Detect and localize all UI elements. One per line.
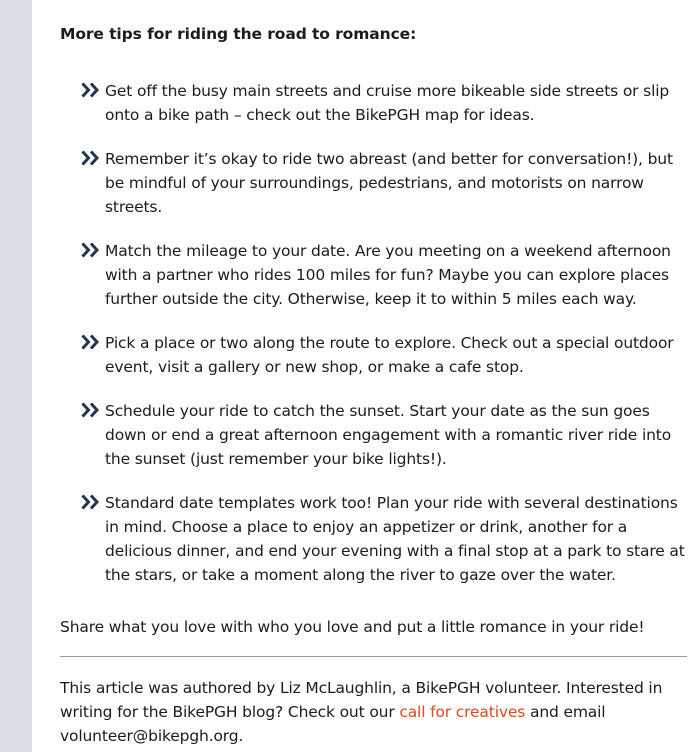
double-chevron-right-icon (81, 334, 101, 350)
double-chevron-right-icon (81, 494, 101, 510)
tips-list (60, 79, 690, 587)
list-item (60, 491, 690, 587)
double-chevron-right-icon (81, 82, 101, 98)
call-for-creatives-link[interactable]: call for creatives (399, 703, 526, 721)
tip-text: Match the mileage to your date. Are you meeting on a weekend afternoon with a partner who rides 100 miles for fun? Maybe you can explore places further outside the city. Otherwise, keep it to within 5 miles each way. (105, 242, 671, 308)
tip-text: Get off the busy main streets and cruise more bikeable side streets or slip onto a bike path – check out the BikePGH map for ideas. (105, 82, 670, 124)
tip-text: Pick a place or two along the route to explore. Check out a special outdoor event, visit a gallery or new shop, or make a cafe stop. (105, 334, 674, 376)
double-chevron-right-icon (81, 150, 101, 166)
article-body (60, 22, 690, 748)
tip-text: Schedule your ride to catch the sunset. Start your date as the sun goes down or end a great afternoon engagement with a romantic river ride into the sunset (just remember your bike lights!). (105, 402, 672, 468)
byline-text: This article was authored by Liz McLaughlin, a BikePGH volunteer. Interested in writing for the BikePGH blog? Check out our (60, 679, 663, 721)
double-chevron-right-icon (81, 402, 101, 418)
author-byline (60, 676, 690, 748)
list-item (60, 399, 690, 471)
divider (60, 656, 687, 657)
closing-paragraph: Share what you love with who you love and put a little romance in your ride! (60, 618, 645, 636)
byline-text-end: and email volunteer@bikepgh.org. (60, 703, 606, 745)
list-item (60, 239, 690, 311)
tip-text: Remember it’s okay to ride two abreast (and better for conversation!), but be mindful of your surroundings, pedestrians, and motorists on narrow streets. (105, 150, 673, 216)
list-item (60, 147, 690, 219)
left-rail (0, 0, 32, 752)
double-chevron-right-icon (81, 242, 101, 258)
list-item (60, 79, 690, 127)
tip-text: Standard date templates work too! Plan your ride with several destinations in mind. Choose a place to enjoy an appetizer or drink, another for a delicious dinner, and end your evening with a final stop at a park to stare at the stars, or take a moment along the river to gaze over the water. (105, 494, 685, 584)
tips-heading: More tips for riding the road to romance: (60, 25, 417, 43)
list-item (60, 331, 690, 379)
